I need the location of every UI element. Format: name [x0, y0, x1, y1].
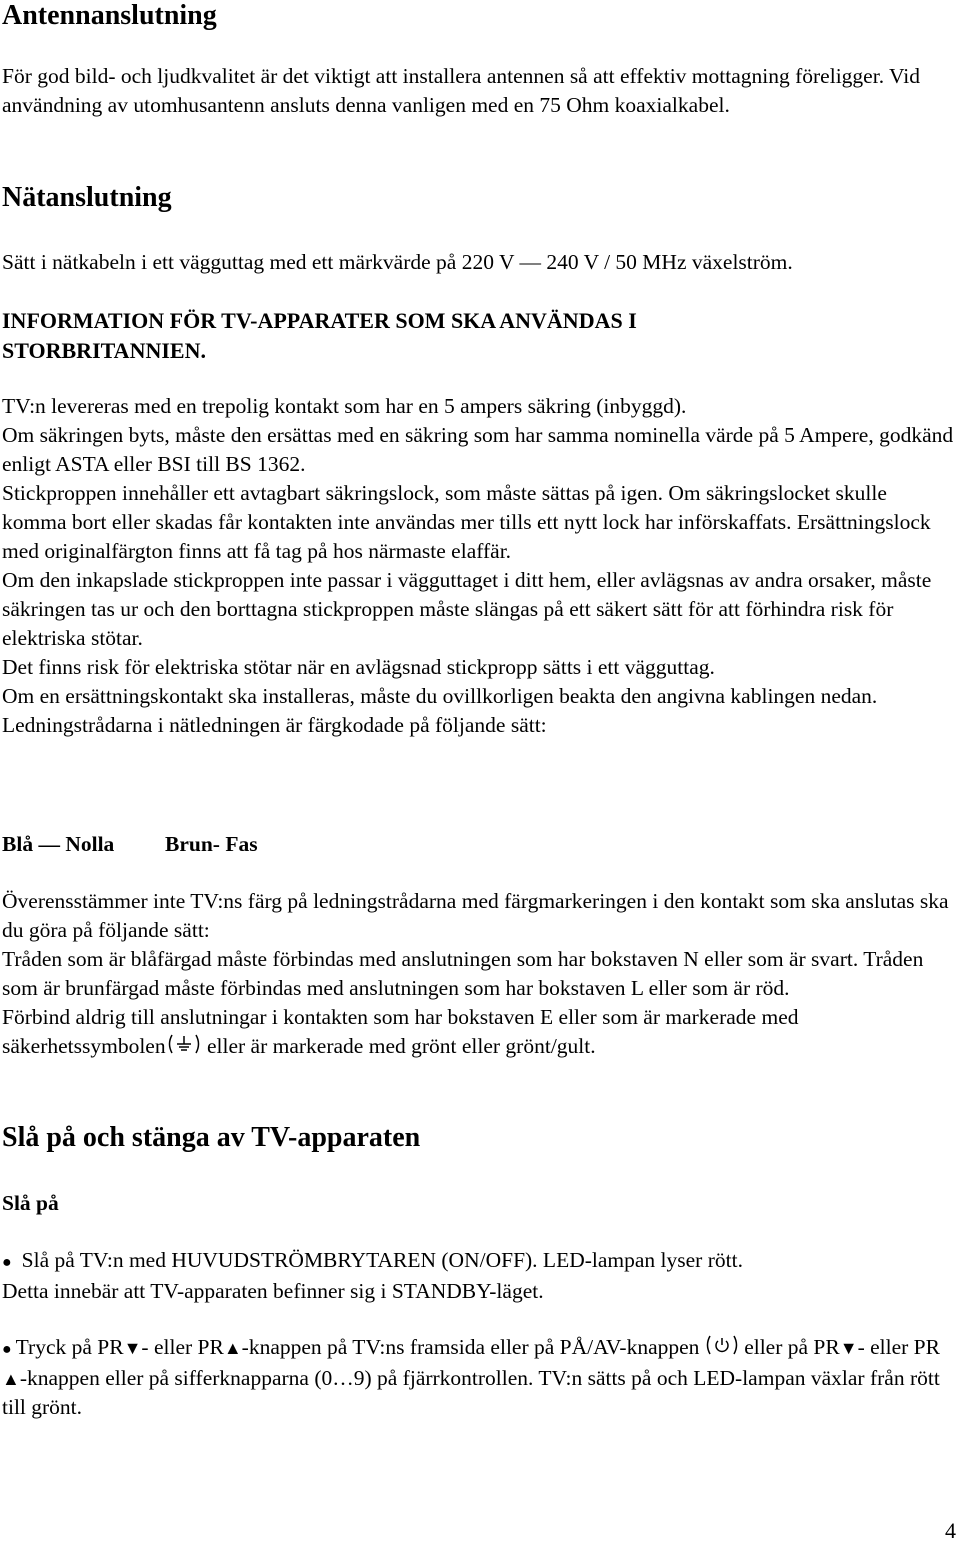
pr-down-icon: ▼ — [123, 1338, 142, 1358]
heading-antenna: Antennanslutning — [2, 0, 217, 31]
heading-uk-info: INFORMATION FÖR TV-APPARATER SOM SKA ANVÄNDAS I STORBRITANNIEN. — [2, 308, 637, 363]
wire-brown-label: Brun- Fas — [165, 832, 258, 856]
earth-symbol-icon — [166, 1033, 202, 1063]
uk-paragraph: TV:n levereras med en trepolig kontakt som har en 5 ampers säkring (inbyggd). — [2, 394, 687, 418]
page-number: 4 — [945, 1518, 956, 1543]
wire-paragraph: Överensstämmer inte TV:ns färg på ledningstrådarna med färgmarkeringen i den kontakt som ska anslutas ska du göra på följande sätt: — [2, 889, 949, 942]
wire-paragraph: Tråden som är blåfärgad måste förbindas med anslutningen som har bokstaven N eller som är svart. Tråden som är brunfärgad måste förbindas med anslutningen som har bokstaven L eller som är röd. — [2, 947, 924, 1000]
pr-up-icon: ▲ — [2, 1369, 20, 1389]
power-button-icon — [705, 1334, 739, 1364]
heading-power: Nätanslutning — [2, 182, 172, 213]
uk-info-body — [2, 392, 956, 740]
wire-blue-label: Blå — Nolla — [2, 832, 115, 856]
bullet-1-text: Slå på TV:n med HUVUDSTRÖMBRYTAREN (ON/OFF). LED-lampan lyser rött. — [21, 1248, 743, 1272]
bullet-icon: ● — [2, 1341, 12, 1358]
bullet-icon: ● — [2, 1254, 12, 1271]
uk-paragraph: Det finns risk för elektriska stötar när en avlägsnad stickpropp sätts i ett vägguttag. — [2, 655, 715, 679]
power-paragraph: Sätt i nätkabeln i ett vägguttag med ett märkvärde på 220 V — 240 V / 50 MHz växelström. — [2, 250, 793, 274]
wire-instructions — [2, 887, 956, 1063]
bullet-item-1 — [2, 1246, 956, 1306]
heading-on-off: Slå på och stänga av TV-apparaten — [2, 1122, 421, 1153]
uk-paragraph: Om säkringen byts, måste den ersättas med en säkring som har samma nominella värde på 5 Ampere, godkänd enligt ASTA eller BSI till BS 1362. — [2, 423, 954, 476]
pr-down-icon: ▼ — [839, 1338, 858, 1358]
bullet-item-2: ● Tryck på PR▼- eller PR▲-knappen på TV:ns framsida eller på PÅ/AV-knappen eller på PR▼- eller PR▲-knappen eller på sifferknapparna (0…9) på fjärrkontrollen. TV:n sätts på och LED-lampan växlar från rött till grönt. — [2, 1335, 940, 1419]
pr-up-icon: ▲ — [223, 1338, 242, 1358]
uk-paragraph: Stickproppen innehåller ett avtagbart säkringslock, som måste sättas på igen. Om säkringslocket skulle komma bort eller skadas får kontakten inte användas mer tills ett nytt lock har införskaffats. Ersättningslock med originalfärgton finns att få tag på hos närmaste elaffär. — [2, 481, 931, 563]
uk-paragraph: Om den inkapslade stickproppen inte passar i vägguttaget i ditt hem, eller avlägsnas av andra orsaker, måste säkringen tas ur och den borttagna stickproppen måste slängas på ett säkert sätt för att förhindra risk för elektriska stötar. — [2, 568, 932, 650]
heading-switch-on: Slå på — [2, 1191, 59, 1215]
earth-paragraph: Förbind aldrig till anslutningar i kontakten som har bokstaven E eller som är markerade med säkerhetssymbolen eller är markerade med grönt eller grönt/gult. — [2, 1003, 956, 1063]
antenna-paragraph: För god bild- och ljudkvalitet är det viktigt att installera antennen så att effektiv mottagning föreligger. Vid användning av utomhusantenn ansluts denna vanligen med en 75 Ohm koaxialkabel. — [2, 64, 921, 117]
bullet-1-continuation: Detta innebär att TV-apparaten befinner sig i STANDBY-läget. — [2, 1279, 544, 1303]
uk-paragraph: Om en ersättningskontakt ska installeras, måste du ovillkorligen beakta den angivna kablingen nedan. — [2, 684, 878, 708]
uk-paragraph: Ledningstrådarna i nätledningen är färgkodade på följande sätt: — [2, 713, 547, 737]
